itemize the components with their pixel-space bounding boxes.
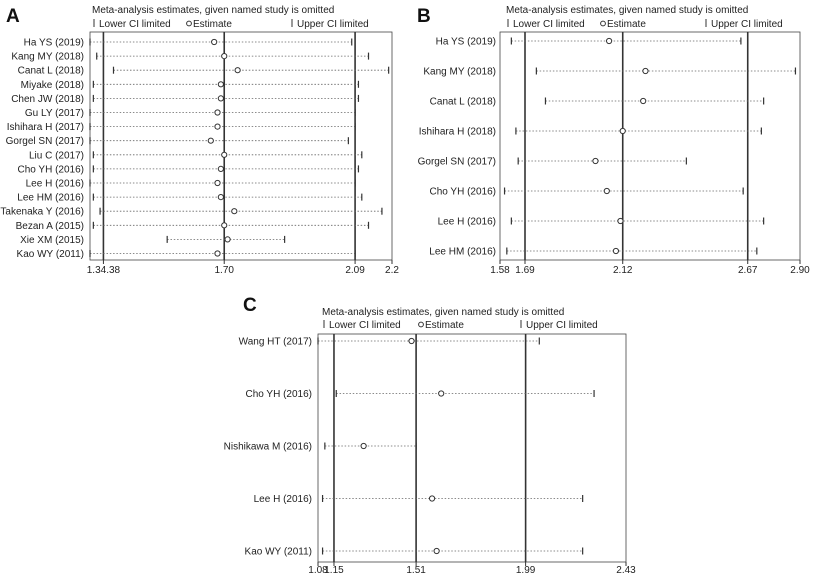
panel-letter: B <box>417 6 431 27</box>
estimate-point <box>222 223 227 228</box>
legend-estimate-label: Estimate <box>425 320 464 331</box>
study-label: Miyake (2018) <box>20 79 84 91</box>
study-label: Canat L (2018) <box>17 65 84 77</box>
legend-estimate-marker <box>419 322 424 327</box>
study-label: Takenaka Y (2016) <box>0 206 84 218</box>
study-label: Lee HM (2016) <box>429 246 496 258</box>
study-label: Liu C (2017) <box>28 150 84 162</box>
estimate-point <box>613 248 618 253</box>
estimate-point <box>361 443 366 448</box>
study-label: Ishihara H (2017) <box>6 122 84 134</box>
study-label: Xie XM (2015) <box>20 234 84 246</box>
x-tick-label: 1.34.38 <box>86 265 121 276</box>
study-label: Wang HT (2017) <box>238 336 312 348</box>
plot-header: Meta-analysis estimates, given named study is omitted <box>322 307 565 318</box>
estimate-point <box>620 128 625 133</box>
x-tick-label: 2.67 <box>737 265 758 276</box>
estimate-point <box>641 98 646 103</box>
estimate-point <box>232 209 237 214</box>
estimate-point <box>409 338 414 343</box>
plot-header: Meta-analysis estimates, given named study is omitted <box>506 5 749 16</box>
study-label: Canat L (2018) <box>429 96 496 108</box>
study-label: Lee HM (2016) <box>17 192 84 204</box>
study-label: Cho YH (2016) <box>429 186 496 198</box>
panel-letter: A <box>6 6 20 27</box>
panel-letter: C <box>243 295 257 316</box>
study-label: Kao WY (2011) <box>244 546 312 558</box>
study-label: Bezan A (2015) <box>15 220 84 232</box>
legend-upper-label: Upper CI limited <box>711 19 783 30</box>
legend-lower-label: Lower CI limited <box>329 320 401 331</box>
legend-estimate-label: Estimate <box>607 19 646 30</box>
study-label: Gorgel SN (2017) <box>417 156 496 168</box>
study-label: Kao WY (2011) <box>16 249 84 260</box>
estimate-point <box>434 548 439 553</box>
x-tick-label: 1.70 <box>214 265 234 276</box>
estimate-point <box>218 195 223 200</box>
estimate-point <box>208 138 213 143</box>
legend-upper-label: Upper CI limited <box>297 19 369 30</box>
legend-lower-label: Lower CI limited <box>99 19 171 30</box>
estimate-point <box>429 496 434 501</box>
estimate-point <box>225 237 230 242</box>
study-label: Lee H (2016) <box>437 216 496 228</box>
x-tick-label: 2.43 <box>616 565 636 576</box>
study-label: Gu LY (2017) <box>24 108 84 119</box>
study-label: Cho YH (2016) <box>245 389 312 400</box>
x-tick-label: 1.51 <box>406 565 426 576</box>
x-tick-label: 2.2 <box>385 265 399 276</box>
x-tick-label: 1.58 <box>490 265 510 276</box>
plot-frame <box>90 32 392 260</box>
estimate-point <box>212 39 217 44</box>
study-label: Kang MY (2018) <box>11 51 84 63</box>
estimate-point <box>439 391 444 396</box>
study-label: Lee H (2016) <box>25 178 84 190</box>
estimate-point <box>604 188 609 193</box>
estimate-point <box>215 251 220 256</box>
estimate-point <box>222 54 227 59</box>
estimate-point <box>215 124 220 129</box>
estimate-point <box>218 82 223 87</box>
x-tick-label: 2.90 <box>790 265 810 276</box>
study-label: Ha YS (2019) <box>435 36 496 48</box>
legend-estimate-marker <box>187 21 192 26</box>
plot-frame <box>500 32 800 260</box>
estimate-point <box>215 110 220 115</box>
study-label: Kang MY (2018) <box>423 66 496 78</box>
estimate-point <box>218 96 223 101</box>
study-label: Gorgel SN (2017) <box>5 136 84 148</box>
study-label: Nishikawa M (2016) <box>223 441 312 453</box>
legend-upper-label: Upper CI limited <box>526 320 598 331</box>
plot-header: Meta-analysis estimates, given named study is omitted <box>92 5 335 16</box>
estimate-point <box>643 68 648 73</box>
legend-estimate-label: Estimate <box>193 19 232 30</box>
study-label: Cho YH (2016) <box>17 164 84 176</box>
x-tick-label: 1.99 <box>515 565 536 576</box>
estimate-point <box>606 38 611 43</box>
estimate-point <box>593 158 598 163</box>
x-tick-label: 1.15 <box>324 565 344 576</box>
estimate-point <box>618 218 623 223</box>
x-tick-label: 2.09 <box>345 265 365 276</box>
estimate-point <box>222 152 227 157</box>
legend-lower-label: Lower CI limited <box>513 19 585 30</box>
x-tick-label: 2.12 <box>612 265 633 276</box>
study-label: Lee H (2016) <box>253 494 312 505</box>
estimate-point <box>235 68 240 73</box>
estimate-point <box>218 166 223 171</box>
estimate-point <box>215 180 220 185</box>
x-tick-label: 1.69 <box>515 265 535 276</box>
x-tick-label: 1.08 <box>308 565 328 576</box>
study-label: Ha YS (2019) <box>23 37 84 49</box>
study-label: Ishihara H (2018) <box>418 126 496 138</box>
study-label: Chen JW (2018) <box>11 93 84 105</box>
legend-estimate-marker <box>601 21 606 26</box>
